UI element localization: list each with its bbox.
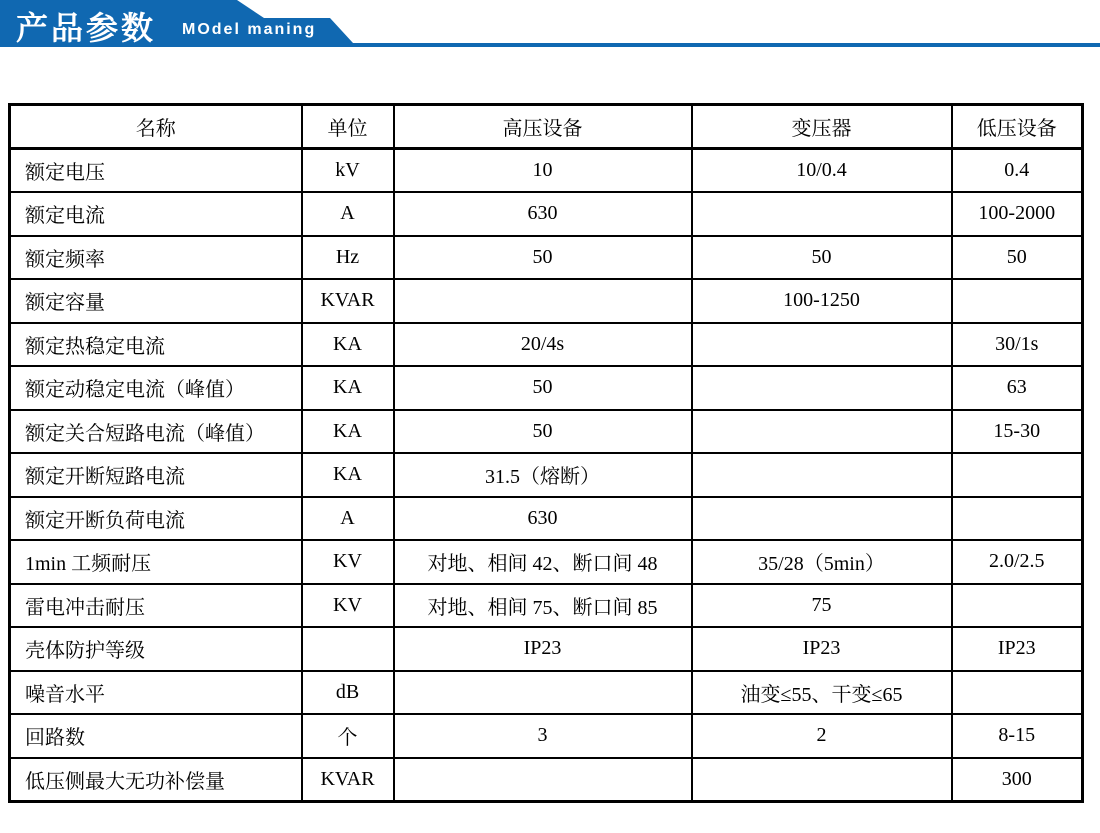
- unit-cell: Hz: [302, 236, 394, 280]
- table-row: [10, 627, 1083, 671]
- hv-value-cell: 630: [394, 497, 692, 541]
- transformer-value-cell: 35/28（5min）: [692, 540, 952, 584]
- param-name-cell: 额定容量: [10, 279, 302, 323]
- param-name-cell: 额定开断短路电流: [10, 453, 302, 497]
- header-transformer: 变压器: [692, 105, 952, 149]
- table-row: [10, 366, 1083, 410]
- table-row: [10, 236, 1083, 280]
- transformer-value-cell: IP23: [692, 627, 952, 671]
- lv-value-cell: 63: [952, 366, 1083, 410]
- table-row: [10, 410, 1083, 454]
- transformer-value-cell: [692, 192, 952, 236]
- transformer-value-cell: 油变≤55、干变≤65: [692, 671, 952, 715]
- hv-value-cell: 对地、相间 42、断口间 48: [394, 540, 692, 584]
- hv-value-cell: 3: [394, 714, 692, 758]
- lv-value-cell: 0.4: [952, 149, 1083, 193]
- transformer-value-cell: [692, 497, 952, 541]
- hv-value-cell: [394, 671, 692, 715]
- param-name-cell: 壳体防护等级: [10, 627, 302, 671]
- section-subtitle: MOdel maning: [182, 21, 317, 38]
- param-name-cell: 1min 工频耐压: [10, 540, 302, 584]
- table-row: [10, 453, 1083, 497]
- lv-value-cell: [952, 497, 1083, 541]
- parameters-table: [8, 103, 1084, 803]
- param-name-cell: 额定电流: [10, 192, 302, 236]
- table-body: [10, 149, 1083, 802]
- table-row: [10, 540, 1083, 584]
- table-row: [10, 584, 1083, 628]
- table-row: [10, 758, 1083, 802]
- transformer-value-cell: [692, 758, 952, 802]
- param-name-cell: 回路数: [10, 714, 302, 758]
- lv-value-cell: 30/1s: [952, 323, 1083, 367]
- param-name-cell: 额定电压: [10, 149, 302, 193]
- param-name-cell: 额定热稳定电流: [10, 323, 302, 367]
- hv-value-cell: 50: [394, 366, 692, 410]
- header-lv: 低压设备: [952, 105, 1083, 149]
- lv-value-cell: [952, 584, 1083, 628]
- table-row: [10, 714, 1083, 758]
- header-unit: 单位: [302, 105, 394, 149]
- unit-cell: 个: [302, 714, 394, 758]
- lv-value-cell: 2.0/2.5: [952, 540, 1083, 584]
- param-name-cell: 雷电冲击耐压: [10, 584, 302, 628]
- transformer-value-cell: 75: [692, 584, 952, 628]
- lv-value-cell: 50: [952, 236, 1083, 280]
- hv-value-cell: 630: [394, 192, 692, 236]
- unit-cell: A: [302, 192, 394, 236]
- unit-cell: kV: [302, 149, 394, 193]
- transformer-value-cell: 100-1250: [692, 279, 952, 323]
- unit-cell: KV: [302, 584, 394, 628]
- unit-cell: dB: [302, 671, 394, 715]
- unit-cell: KV: [302, 540, 394, 584]
- transformer-value-cell: 50: [692, 236, 952, 280]
- lv-value-cell: IP23: [952, 627, 1083, 671]
- unit-cell: KA: [302, 410, 394, 454]
- table-row: [10, 497, 1083, 541]
- lv-value-cell: 100-2000: [952, 192, 1083, 236]
- lv-value-cell: [952, 453, 1083, 497]
- table-header-row: [10, 105, 1083, 149]
- unit-cell: KA: [302, 453, 394, 497]
- unit-cell: KA: [302, 323, 394, 367]
- header-name: 名称: [10, 105, 302, 149]
- hv-value-cell: 10: [394, 149, 692, 193]
- hv-value-cell: 50: [394, 236, 692, 280]
- unit-cell: A: [302, 497, 394, 541]
- lv-value-cell: [952, 671, 1083, 715]
- hv-value-cell: 20/4s: [394, 323, 692, 367]
- table-row: [10, 671, 1083, 715]
- unit-cell: KA: [302, 366, 394, 410]
- section-header-banner: [0, 0, 1100, 50]
- transformer-value-cell: [692, 453, 952, 497]
- table-row: [10, 149, 1083, 193]
- hv-value-cell: IP23: [394, 627, 692, 671]
- param-name-cell: 额定频率: [10, 236, 302, 280]
- param-name-cell: 额定动稳定电流（峰值）: [10, 366, 302, 410]
- hv-value-cell: [394, 758, 692, 802]
- hv-value-cell: [394, 279, 692, 323]
- unit-cell: [302, 627, 394, 671]
- lv-value-cell: 15-30: [952, 410, 1083, 454]
- transformer-value-cell: [692, 366, 952, 410]
- param-name-cell: 额定开断负荷电流: [10, 497, 302, 541]
- hv-value-cell: 31.5（熔断）: [394, 453, 692, 497]
- header-hv: 高压设备: [394, 105, 692, 149]
- transformer-value-cell: 2: [692, 714, 952, 758]
- transformer-value-cell: 10/0.4: [692, 149, 952, 193]
- banner-underline: [0, 43, 1100, 47]
- hv-value-cell: 50: [394, 410, 692, 454]
- table-row: [10, 323, 1083, 367]
- hv-value-cell: 对地、相间 75、断口间 85: [394, 584, 692, 628]
- unit-cell: KVAR: [302, 758, 394, 802]
- transformer-value-cell: [692, 410, 952, 454]
- lv-value-cell: 300: [952, 758, 1083, 802]
- transformer-value-cell: [692, 323, 952, 367]
- table-row: [10, 192, 1083, 236]
- unit-cell: KVAR: [302, 279, 394, 323]
- param-name-cell: 低压侧最大无功补偿量: [10, 758, 302, 802]
- table-row: [10, 279, 1083, 323]
- lv-value-cell: 8-15: [952, 714, 1083, 758]
- lv-value-cell: [952, 279, 1083, 323]
- param-name-cell: 噪音水平: [10, 671, 302, 715]
- param-name-cell: 额定关合短路电流（峰值）: [10, 410, 302, 454]
- section-title: 产品参数: [16, 10, 157, 46]
